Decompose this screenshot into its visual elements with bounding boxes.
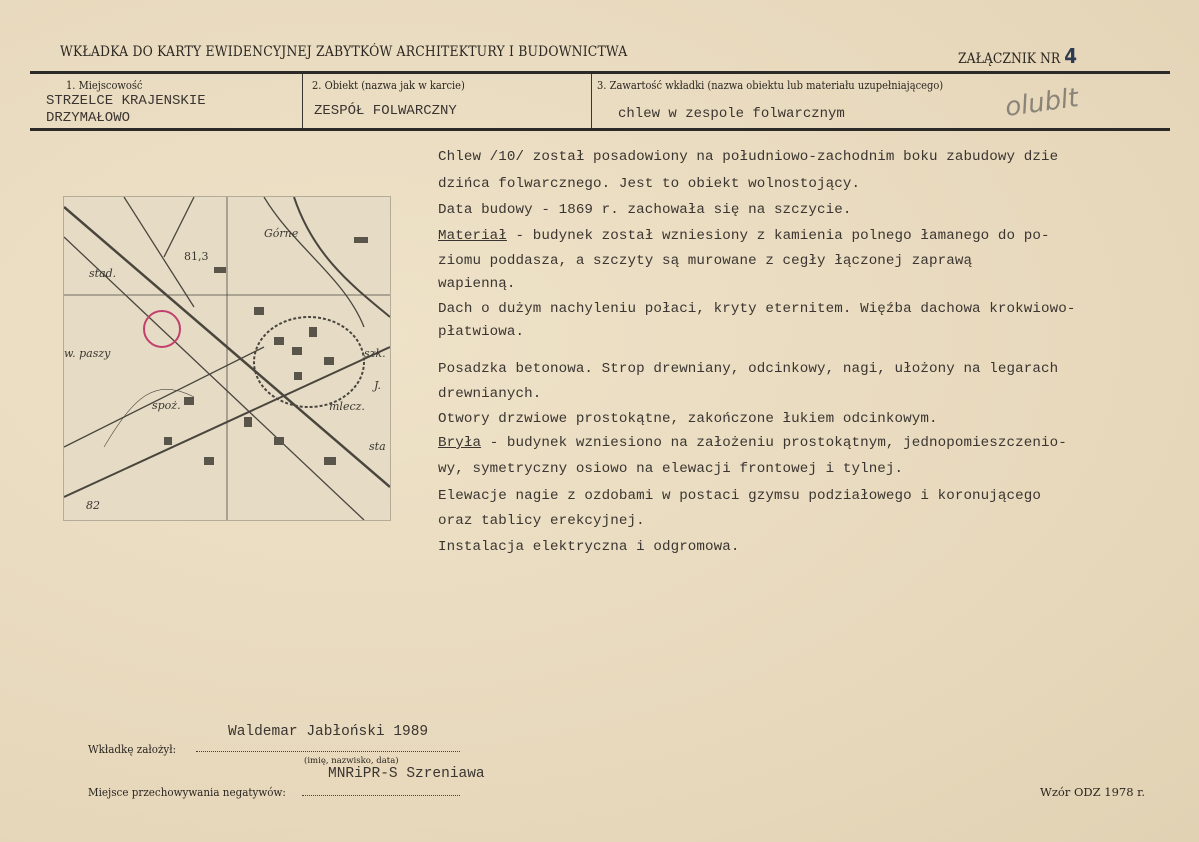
object-label: 2. Obiekt (nazwa jak w karcie) [312,79,465,92]
negatives-value: MNRiPR-S Szreniawa [328,766,485,782]
map-label: Górne [264,227,299,240]
annex-label [958,44,1077,68]
map-label: J. [374,379,382,392]
column-divider [591,74,592,128]
map-label: sta [369,440,386,453]
body-line-text: - budynek został wzniesiony z kamienia polnego łamanego do po- [506,228,1050,244]
body-line: oraz tablicy erekcyjnej. [438,513,645,529]
form-id: Wzór ODZ 1978 r. [1040,785,1146,799]
author-line [196,751,460,752]
content-value: chlew w zespole folwarcznym [618,106,845,122]
negatives-line [302,795,460,796]
body-line: płatwiowa. [438,324,525,340]
locality-label: 1. Miejscowość [66,79,143,92]
map-label: w. paszy [64,347,111,360]
map-label: mlecz. [329,400,365,413]
bottom-rule [30,128,1170,131]
bryla-heading: Bryła [438,435,482,451]
body-line: wy, symetryczny osiowo na elewacji frontowej i tylnej. [438,461,904,477]
map-label: stad. [89,267,117,280]
body-line: Chlew /10/ został posadowiony na południowo-zachodnim boku zabudowy dzie [438,149,1059,165]
body-line: Otwory drzwiowe prostokątne, zakończone łukiem odcinkowym. [438,411,938,427]
body-line-bryla [438,435,1067,451]
body-line: Data budowy - 1869 r. zachowała się na szczycie. [438,202,852,218]
map-drawing [64,197,390,520]
body-line: Posadzka betonowa. Strop drewniany, odcinkowy, nagi, ułożony na legarach [438,361,1059,377]
locality-line-1: STRZELCE KRAJENSKIE [46,93,206,109]
body-line-material [438,228,1050,244]
body-line: wapienną. [438,276,516,292]
body-line: Dach o dużym nachyleniu połaci, kryty eternitem. Więźba dachowa krokwiowo- [438,301,1076,317]
body-line: Elewacje nagie z ozdobami w postaci gzymsu podziałowego i koronującego [438,488,1041,504]
top-rule [30,71,1170,74]
map-label: 82 [86,499,100,512]
location-map [63,196,391,521]
locality-line-2: DRZYMAŁOWO [46,110,131,126]
body-line: drewnianych. [438,386,542,402]
negatives-label: Miejsce przechowywania negatywów: [88,785,286,799]
author-value: Waldemar Jabłoński 1989 [228,724,429,740]
body-line: ziomu poddasza, a szczyty są murowane z cegły łączonej zaprawą [438,253,973,269]
annex-label-text: ZAŁĄCZNIK NR [958,51,1061,67]
content-label: 3. Zawartość wkładki (nazwa obiektu lub materiału uzupełniającego) [597,79,944,92]
map-label: szk. [364,347,386,360]
body-line: Instalacja elektryczna i odgromowa. [438,539,740,555]
object-value: ZESPÓŁ FOLWARCZNY [314,103,457,119]
body-line: dzińca folwarcznego. Jest to obiekt wolnostojący. [438,176,861,192]
map-label: 81,3 [184,250,209,263]
column-divider [302,74,303,128]
handwritten-note: olublt [1003,83,1081,123]
document-title: WKŁADKA DO KARTY EWIDENCYJNEJ ZABYTKÓW ARCHITEKTURY I BUDOWNICTWA [60,44,628,60]
map-label: spoż. [152,399,181,412]
body-line-text: - budynek wzniesiono na założeniu prostokątnym, jednopomieszczenio- [481,435,1067,451]
author-hint: (imię, nazwisko, data) [304,756,399,766]
author-label: Wkładkę założył: [88,742,177,756]
annex-number: 4 [1064,44,1077,68]
material-heading: Materiał [438,228,507,244]
